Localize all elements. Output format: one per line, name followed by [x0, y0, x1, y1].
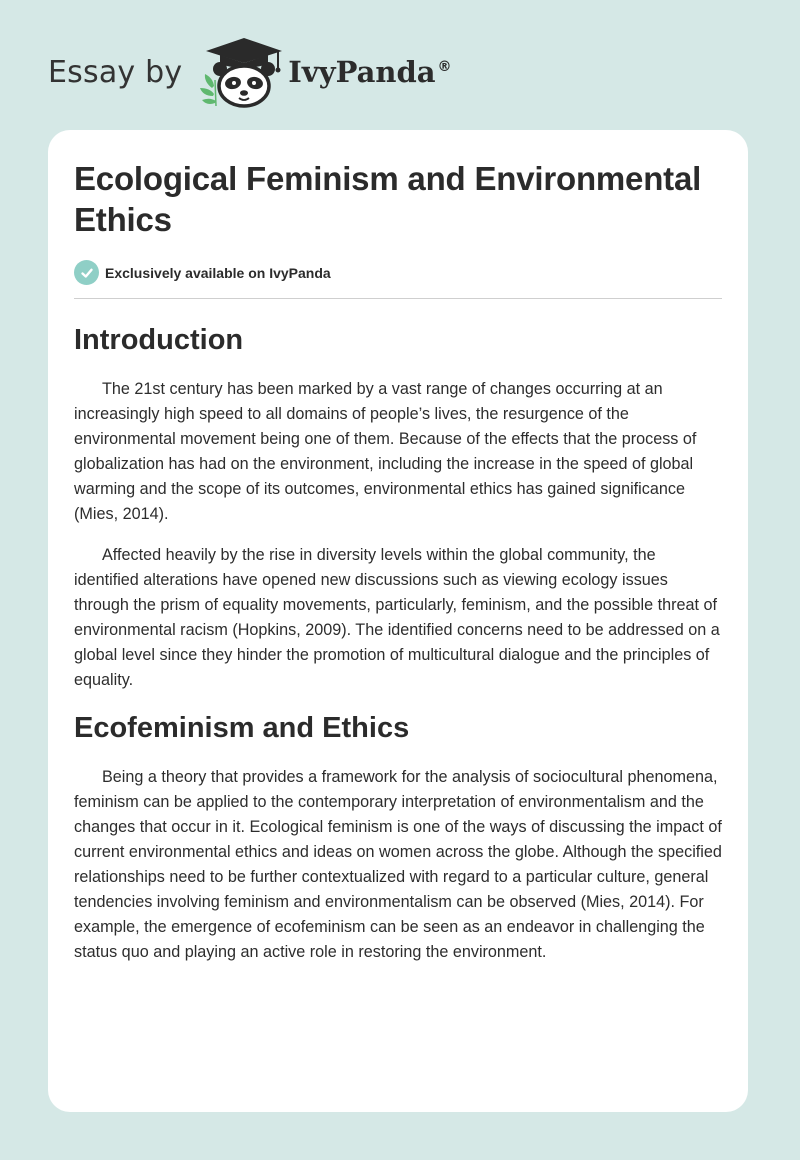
exclusive-badge — [74, 260, 722, 299]
section-heading-ecofeminism: Ecofeminism and Ethics — [74, 712, 410, 744]
paragraph: Affected heavily by the rise in diversity levels within the global community, the identified alterations have opened new discussions such as viewing ecology issues through the prism of equality movements, particularly, feminism, and the possible threat of environmental racism (Hopkins, 2009). The identified concerns need to be addressed on a global level since they hinder the promotion of multicultural dialogue and the principles of equality. — [74, 546, 720, 689]
site-header — [48, 36, 452, 108]
paragraph: The 21st century has been marked by a vast range of changes occurring at an increasingly high speed to all domains of people’s lives, the resurgence of the environmental movement being one of them. Because of the effects that the process of globalization has had on the environment, including the increase in the speed of global warming and the scope of its outcomes, environmental ethics has gained significance (Mies, 2014). — [74, 380, 697, 523]
check-icon — [74, 260, 99, 285]
exclusive-label: Exclusively available on IvyPanda — [105, 264, 331, 281]
section-heading-introduction: Introduction — [74, 324, 244, 356]
essay-title: Ecological Feminism and Environmental Ethics — [74, 160, 702, 238]
panda-graduate-icon[interactable] — [198, 36, 286, 108]
essay-card — [48, 130, 748, 1112]
essay-content — [74, 158, 722, 965]
registered-mark: ® — [437, 59, 452, 76]
essay-by-label: Essay by — [48, 54, 183, 90]
paragraph: Being a theory that provides a framework for the analysis of sociocultural phenomena, feminism can be applied to the contemporary interpretation of environmentalism and the changes that occur in it. Ecological feminism is one of the ways of discussing the impact of current environmental ethics and ideas on women across the globe. Although the specified relationships need to be further contextualized with regard to a particular culture, general tendencies involving feminism and environmentalism can be observed (Mies, 2014). For example, the emergence of ecofeminism can be seen as an endeavor in challenging the status quo and playing an active role in restoring the environment. — [74, 768, 722, 961]
brand-name[interactable]: IvyPanda ® — [288, 55, 452, 89]
